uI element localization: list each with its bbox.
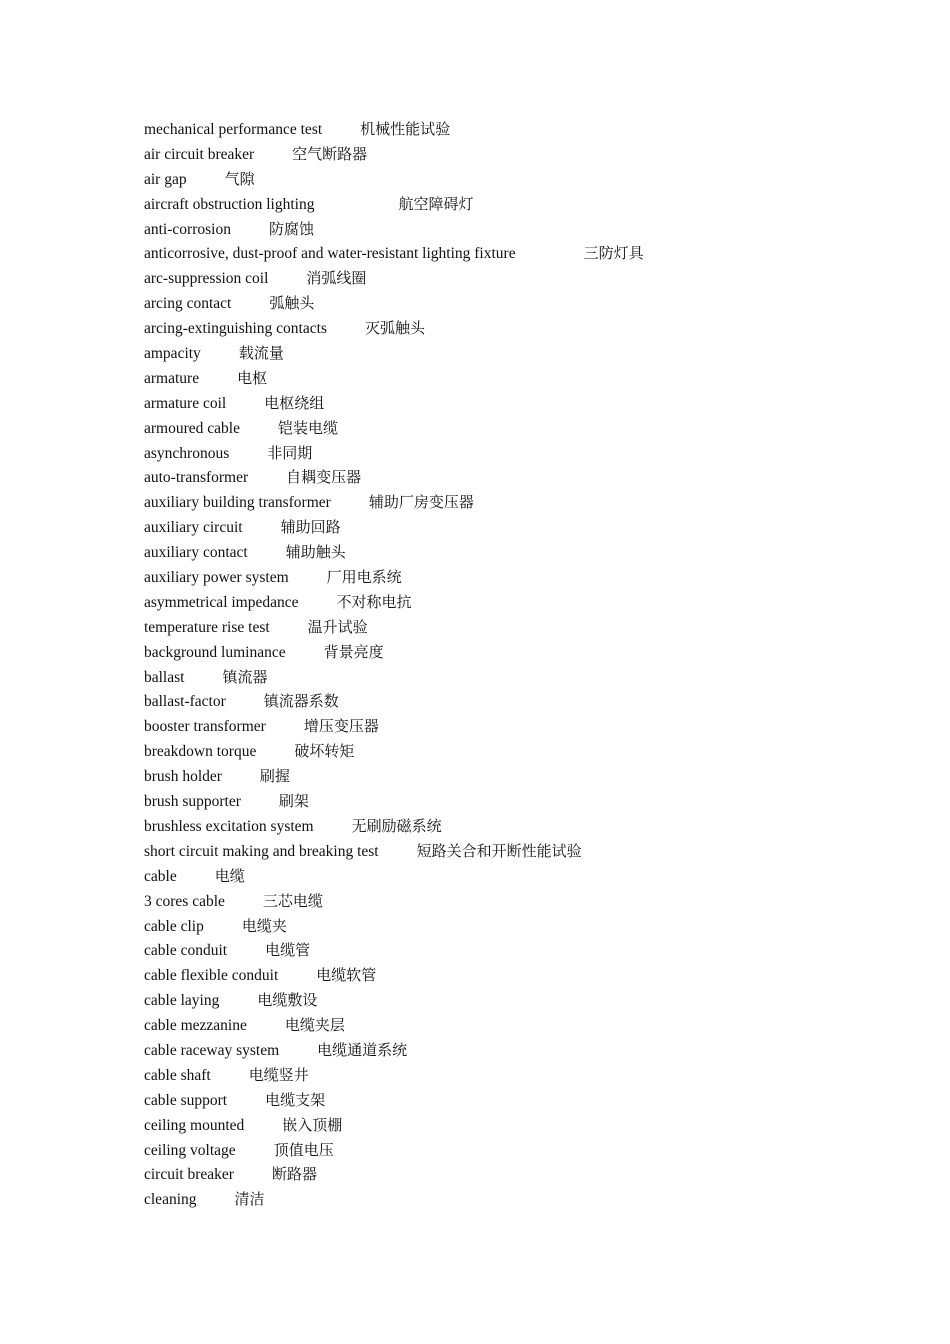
english-term: ballast-factor — [144, 693, 226, 711]
glossary-entry — [144, 341, 644, 366]
glossary-entry — [144, 938, 644, 963]
english-term: 3 cores cable — [144, 892, 225, 910]
glossary-entry — [144, 988, 644, 1013]
english-term: aircraft obstruction lighting — [144, 195, 315, 213]
glossary-entry — [144, 789, 644, 814]
glossary-entry — [144, 665, 644, 690]
glossary-entry — [144, 192, 644, 217]
glossary-entry — [144, 914, 644, 939]
chinese-term: 镇流器 — [222, 667, 268, 686]
english-term: cable support — [144, 1091, 228, 1109]
chinese-term: 背景亮度 — [323, 642, 384, 661]
english-term: auxiliary contact — [144, 544, 248, 562]
glossary-entry — [144, 515, 644, 540]
glossary-entry — [144, 167, 644, 192]
chinese-term: 嵌入顶棚 — [282, 1115, 343, 1134]
chinese-term: 载流量 — [238, 344, 284, 363]
chinese-term: 气隙 — [224, 169, 255, 188]
glossary-entry — [144, 1088, 644, 1113]
english-term: arc-suppression coil — [144, 270, 269, 288]
chinese-term: 电枢 — [237, 368, 268, 387]
chinese-term: 机械性能试验 — [360, 120, 451, 138]
chinese-term: 电缆 — [214, 866, 245, 885]
glossary-entry — [144, 366, 644, 391]
chinese-term: 电枢绕组 — [264, 393, 325, 412]
glossary-entry — [144, 963, 644, 988]
glossary-entry — [144, 391, 644, 416]
english-term: cable flexible conduit — [144, 967, 279, 985]
english-term: cable mezzanine — [144, 1017, 247, 1035]
glossary-entry — [144, 1113, 644, 1138]
glossary-entry — [144, 864, 644, 889]
english-term: cable laying — [144, 992, 220, 1010]
glossary-entry — [144, 889, 644, 914]
english-term: asynchronous — [144, 444, 230, 462]
english-term: circuit breaker — [144, 1166, 234, 1184]
chinese-term: 航空障碍灯 — [398, 194, 474, 213]
english-term: auto-transformer — [144, 469, 249, 487]
chinese-term: 电缆敷设 — [257, 991, 318, 1010]
chinese-term: 电缆通道系统 — [317, 1040, 408, 1059]
chinese-term: 刷架 — [278, 792, 309, 811]
english-term: arcing contact — [144, 295, 232, 313]
english-term: cleaning — [144, 1191, 197, 1209]
english-term: short circuit making and breaking test — [144, 842, 379, 860]
english-term: anti-corrosion — [144, 220, 231, 238]
english-term: auxiliary building transformer — [144, 494, 331, 512]
glossary-entry — [144, 416, 644, 441]
glossary-entry — [144, 316, 644, 341]
glossary-entry — [144, 590, 644, 615]
glossary-entry — [144, 739, 644, 764]
glossary-entry — [144, 1162, 644, 1187]
chinese-term: 断路器 — [271, 1165, 317, 1184]
glossary-entry — [144, 117, 644, 142]
english-term: asymmetrical impedance — [144, 593, 299, 611]
chinese-term: 清洁 — [234, 1190, 265, 1209]
chinese-term: 电缆支架 — [265, 1090, 326, 1109]
english-term: background luminance — [144, 643, 286, 661]
chinese-term: 三防灯具 — [583, 244, 644, 263]
chinese-term: 灭弧触头 — [364, 319, 425, 338]
english-term: armature — [144, 369, 200, 387]
glossary-entry — [144, 1013, 644, 1038]
glossary-entry — [144, 241, 644, 266]
glossary-entry — [144, 565, 644, 590]
glossary-entry — [144, 1138, 644, 1163]
glossary-entry — [144, 814, 644, 839]
chinese-term: 镇流器系数 — [263, 692, 339, 711]
english-term: brush holder — [144, 768, 222, 786]
chinese-term: 辅助厂房变压器 — [368, 493, 474, 512]
english-term: arcing-extinguishing contacts — [144, 320, 327, 338]
chinese-term: 防腐蚀 — [268, 219, 314, 238]
english-term: cable clip — [144, 917, 204, 935]
chinese-term: 厂用电系统 — [326, 568, 402, 587]
english-term: cable conduit — [144, 942, 228, 960]
english-term: armature coil — [144, 394, 227, 412]
chinese-term: 自耦变压器 — [286, 468, 362, 487]
chinese-term: 不对称电抗 — [336, 592, 412, 611]
english-term: air circuit breaker — [144, 145, 255, 163]
chinese-term: 电缆软管 — [316, 966, 377, 985]
chinese-term: 短路关合和开断性能试验 — [416, 841, 582, 860]
english-term: temperature rise test — [144, 618, 270, 636]
glossary-entry — [144, 1063, 644, 1088]
english-term: brush supporter — [144, 793, 241, 811]
english-term: booster transformer — [144, 718, 266, 736]
chinese-term: 消弧线圈 — [306, 269, 367, 288]
english-term: ampacity — [144, 345, 201, 363]
glossary-entry — [144, 1038, 644, 1063]
english-term: ballast — [144, 668, 185, 686]
chinese-term: 电缆夹 — [241, 916, 287, 935]
english-term: cable — [144, 867, 177, 885]
english-term: cable raceway system — [144, 1041, 280, 1059]
glossary-entry — [144, 689, 644, 714]
chinese-term: 电缆竖井 — [248, 1065, 309, 1084]
english-term: auxiliary circuit — [144, 519, 243, 537]
english-term: armoured cable — [144, 419, 240, 437]
chinese-term: 电缆管 — [265, 941, 311, 960]
glossary-entry — [144, 441, 644, 466]
glossary-entry — [144, 640, 644, 665]
glossary-entry — [144, 839, 644, 864]
chinese-term: 增压变压器 — [303, 717, 379, 736]
english-term: ceiling mounted — [144, 1116, 245, 1134]
glossary-entry — [144, 217, 644, 242]
english-term: ceiling voltage — [144, 1141, 236, 1159]
glossary-entry — [144, 540, 644, 565]
glossary-entry — [144, 490, 644, 515]
chinese-term: 温升试验 — [307, 617, 368, 636]
english-term: mechanical performance test — [144, 121, 323, 138]
chinese-term: 弧触头 — [269, 294, 315, 313]
chinese-term: 刷握 — [259, 767, 290, 786]
glossary-entry — [144, 266, 644, 291]
glossary-list — [144, 117, 644, 1212]
chinese-term: 空气断路器 — [292, 144, 368, 163]
english-term: air gap — [144, 170, 187, 188]
chinese-term: 辅助触头 — [285, 543, 346, 562]
chinese-term: 非同期 — [267, 443, 313, 462]
glossary-entry — [144, 714, 644, 739]
glossary-entry — [144, 764, 644, 789]
chinese-term: 顶值电压 — [273, 1140, 334, 1159]
glossary-entry — [144, 615, 644, 640]
english-term: breakdown torque — [144, 743, 257, 761]
glossary-entry — [144, 142, 644, 167]
chinese-term: 铠装电缆 — [277, 418, 338, 437]
chinese-term: 破坏转矩 — [294, 742, 355, 761]
english-term: brushless excitation system — [144, 817, 314, 835]
english-term: auxiliary power system — [144, 569, 289, 587]
english-term: anticorrosive, dust-proof and water-resistant lighting fixture — [144, 245, 516, 263]
chinese-term: 无刷励磁系统 — [351, 816, 442, 835]
chinese-term: 辅助回路 — [280, 518, 341, 537]
chinese-term: 电缆夹层 — [284, 1016, 345, 1035]
glossary-entry — [144, 465, 644, 490]
chinese-term: 三芯电缆 — [262, 891, 323, 910]
glossary-entry — [144, 1187, 644, 1212]
english-term: cable shaft — [144, 1066, 211, 1084]
glossary-entry — [144, 291, 644, 316]
